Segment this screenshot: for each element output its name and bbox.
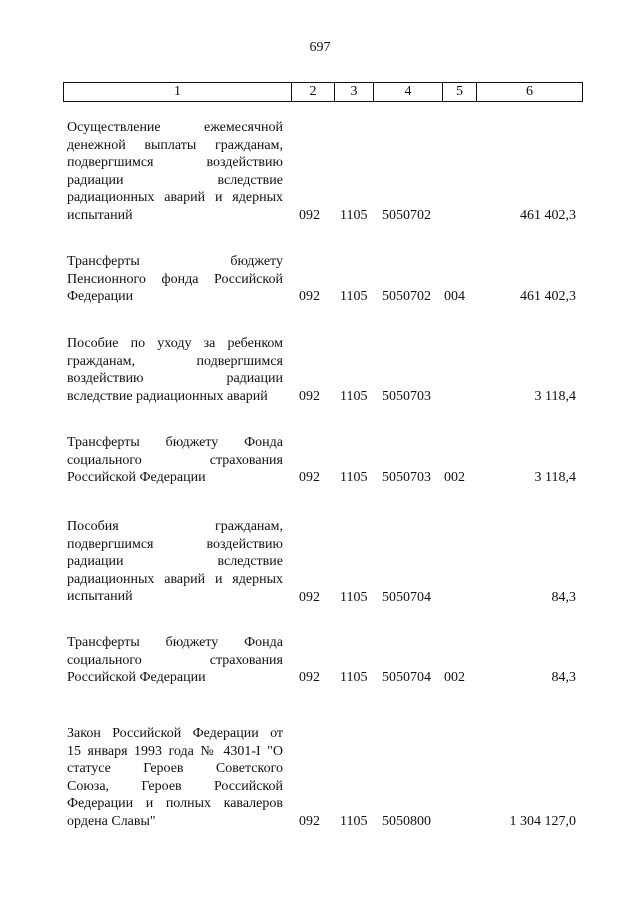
row-gr: 092 [299,389,320,405]
header-col-2: 2 [292,83,335,101]
header-col-4: 4 [374,83,443,101]
row-description [67,634,283,687]
table-row [0,335,640,406]
table-row [0,725,640,831]
description-line: Федерации [67,289,134,305]
row-gr: 092 [299,470,320,486]
description-line: Пенсионного фонда Российской [67,271,283,287]
table-row [0,434,640,487]
row-gr: 092 [299,670,320,686]
header-col-1: 1 [64,83,292,101]
description-line: радиации вследствие [67,554,283,570]
row-rz: 1105 [340,208,368,224]
description-line: радиационных аварий и ядерных [67,190,283,206]
row-csr: 5050703 [382,389,431,405]
header-col-6: 6 [526,84,533,99]
row-csr: 5050704 [382,590,431,606]
row-sum: 461 402,3 [520,208,576,224]
row-csr: 5050800 [382,814,431,830]
description-line: Пособия гражданам, [67,519,283,534]
description-line: статусе Героев Советского [67,761,283,777]
row-vr: 002 [444,670,465,686]
row-sum: 1 304 127,0 [509,814,576,830]
description-line: радиационных аварий и ядерных [67,571,283,587]
table-row [0,253,640,306]
description-line: вследствие радиационных аварий [67,388,268,404]
description-line: Трансферты бюджету Фонда [67,635,283,650]
row-rz: 1105 [340,289,368,305]
description-line: подвергшимся воздействию [67,155,283,171]
description-line: Союза, Героев Российской [67,778,283,794]
description-line: подвергшимся воздействию [67,536,283,552]
table-row [0,518,640,607]
row-rz: 1105 [340,470,368,486]
table-row [0,634,640,687]
table-header [63,82,583,102]
row-gr: 092 [299,814,320,830]
header-col-5: 5 [443,83,477,101]
row-sum: 84,3 [551,590,576,606]
description-line: Закон Российской Федерации от [67,726,283,741]
row-vr: 004 [444,289,465,305]
description-line: воздействию радиации [67,371,283,387]
description-line: Трансферты бюджету Фонда [67,435,283,450]
row-description [67,335,283,405]
description-line: Российской Федерации [67,470,206,486]
row-description [67,725,283,831]
description-line: ордена Славы" [67,813,156,829]
description-line: 15 января 1993 года № 4301-I "О [67,743,283,759]
row-gr: 092 [299,289,320,305]
description-line: Российской Федерации [67,670,206,686]
description-line: испытаний [67,589,133,605]
row-rz: 1105 [340,670,368,686]
description-line: денежной выплаты гражданам, [67,137,283,153]
description-line: радиации вследствие [67,172,283,188]
row-csr: 5050704 [382,670,431,686]
row-description [67,253,283,306]
description-line: гражданам, подвергшимся [67,353,283,369]
row-description [67,434,283,487]
row-rz: 1105 [340,814,368,830]
row-description [67,119,283,225]
description-line: Федерации и полных кавалеров [67,796,283,812]
description-line: Трансферты бюджету [67,254,283,269]
row-description [67,518,283,606]
row-csr: 5050702 [382,208,431,224]
row-gr: 092 [299,590,320,606]
row-rz: 1105 [340,389,368,405]
header-col-3: 3 [335,83,374,101]
row-gr: 092 [299,208,320,224]
row-vr: 002 [444,470,465,486]
row-sum: 84,3 [551,670,576,686]
description-line: испытаний [67,207,133,223]
row-rz: 1105 [340,590,368,606]
row-sum: 3 118,4 [534,389,576,405]
row-csr: 5050702 [382,289,431,305]
description-line: Осуществление ежемесячной [67,120,283,135]
table-row [0,119,640,225]
row-csr: 5050703 [382,470,431,486]
description-line: социального страхования [67,452,283,468]
description-line: социального страхования [67,652,283,668]
description-line: Пособие по уходу за ребенком [67,336,283,351]
row-sum: 3 118,4 [534,470,576,486]
row-sum: 461 402,3 [520,289,576,305]
page-number: 697 [309,40,331,55]
